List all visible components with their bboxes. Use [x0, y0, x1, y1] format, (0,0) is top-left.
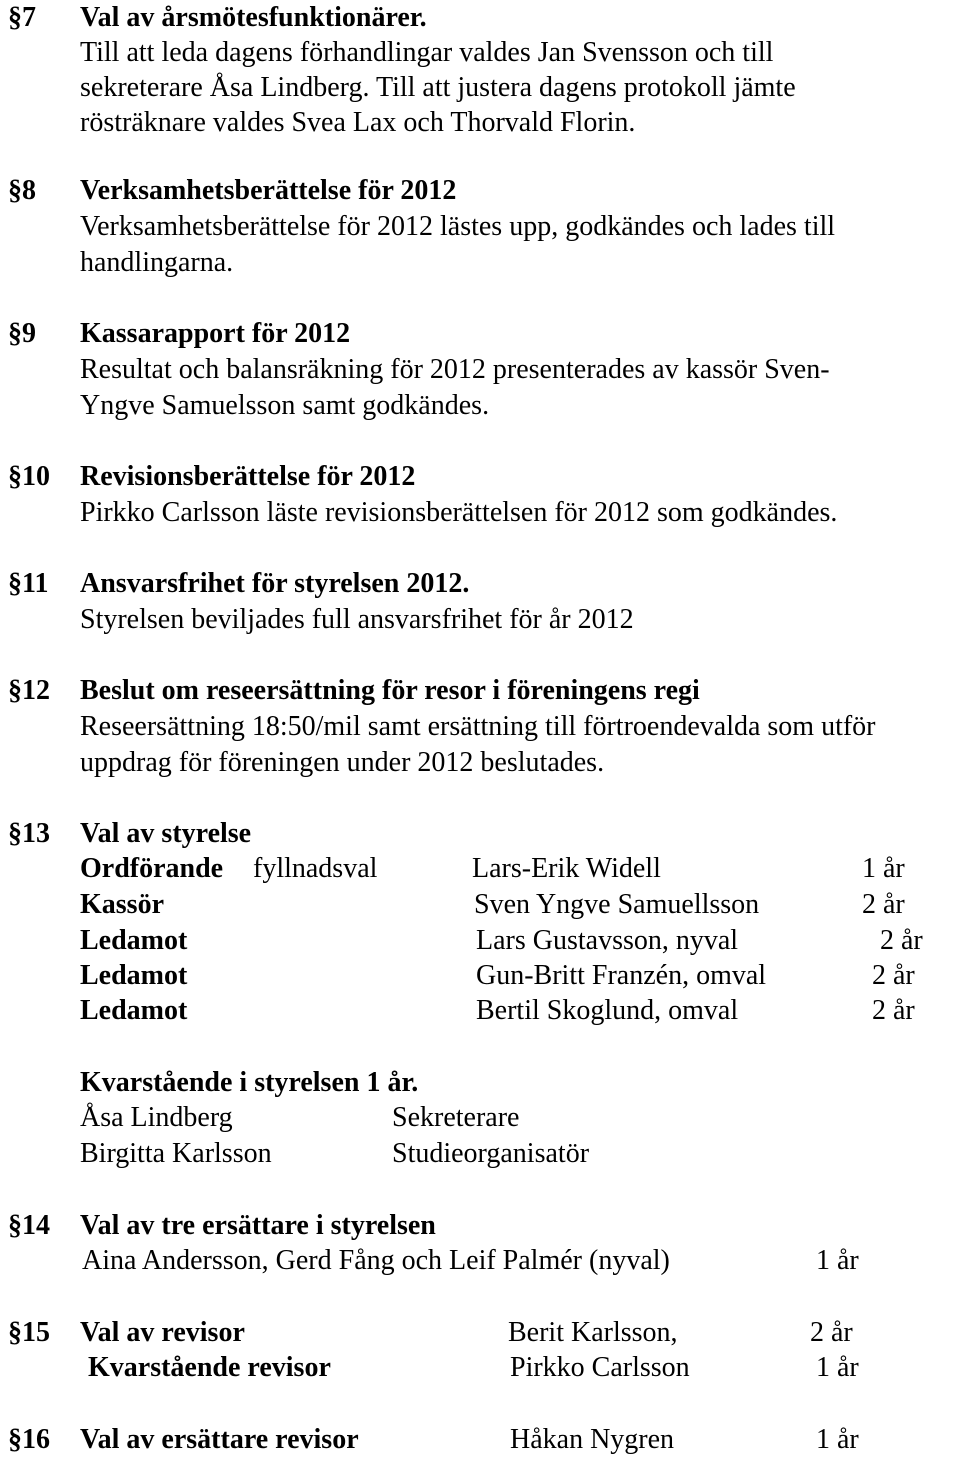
board-note: fyllnadsval	[253, 853, 378, 884]
board-term: 2 år	[872, 995, 915, 1026]
board-name: Sven Yngve Samuellsson	[474, 889, 760, 920]
section-number: §15	[8, 1317, 50, 1348]
section-number: §13	[8, 818, 50, 849]
remaining-auditor-term: 1 år	[816, 1352, 859, 1383]
substitute-names: Aina Andersson, Gerd Fång och Leif Palmér (nyval)	[82, 1245, 670, 1276]
section-title: Beslut om reseersättning för resor i föreningens regi	[80, 675, 700, 706]
section-title: Val av tre ersättare i styrelsen	[80, 1210, 436, 1241]
section-number: §10	[8, 461, 50, 492]
section-text-line: uppdrag för föreningen under 2012 beslutades.	[80, 747, 605, 778]
remaining-auditor-name: Pirkko Carlsson	[510, 1352, 690, 1383]
section-number: §14	[8, 1210, 50, 1241]
section-number: §7	[8, 2, 36, 33]
section-number: §9	[8, 318, 36, 349]
remaining-heading: Kvarstående i styrelsen 1 år.	[80, 1067, 419, 1098]
remaining-role: Sekreterare	[392, 1102, 520, 1133]
section-number: §16	[8, 1424, 50, 1455]
remaining-auditor-label: Kvarstående revisor	[88, 1352, 331, 1383]
section-text-line: sekreterare Åsa Lindberg. Till att justera dagens protokoll jämte	[80, 72, 796, 103]
section-title: Val av ersättare revisor	[80, 1424, 359, 1455]
board-role: Ordförande	[80, 853, 224, 884]
auditor-term: 2 år	[810, 1317, 853, 1348]
board-name: Gun-Britt Franzén, omval	[476, 960, 767, 991]
section-title: Verksamhetsberättelse för 2012	[80, 175, 457, 206]
section-title: Revisionsberättelse för 2012	[80, 461, 416, 492]
board-term: 1 år	[862, 853, 905, 884]
section-title: Ansvarsfrihet för styrelsen 2012.	[80, 568, 470, 599]
section-text-line: Verksamhetsberättelse för 2012 lästes upp, godkändes och lades till	[80, 211, 836, 242]
section-title: Val av årsmötesfunktionärer.	[80, 2, 427, 33]
section-title: Val av styrelse	[80, 818, 252, 849]
substitute-auditor-name: Håkan Nygren	[510, 1424, 675, 1455]
section-text-line: Yngve Samuelsson samt godkändes.	[80, 390, 490, 421]
section-title: Val av revisor	[80, 1317, 245, 1348]
section-text-line: Resultat och balansräkning för 2012 presenterades av kassör Sven-	[80, 354, 830, 385]
section-text-line: handlingarna.	[80, 247, 234, 278]
section-number: §11	[8, 568, 49, 599]
substitute-auditor-term: 1 år	[816, 1424, 859, 1455]
board-name: Lars Gustavsson, nyval	[476, 925, 739, 956]
board-term: 2 år	[880, 925, 923, 956]
board-role: Ledamot	[80, 995, 188, 1026]
section-text-line: Reseersättning 18:50/mil samt ersättning till förtroendevalda som utför	[80, 711, 876, 742]
section-text-line: rösträknare valdes Svea Lax och Thorvald Florin.	[80, 107, 636, 138]
board-term: 2 år	[862, 889, 905, 920]
substitute-term: 1 år	[816, 1245, 859, 1276]
section-text-line: Pirkko Carlsson läste revisionsberättelsen för 2012 som godkändes.	[80, 497, 838, 528]
auditor-name: Berit Karlsson,	[508, 1317, 678, 1348]
board-role: Ledamot	[80, 960, 188, 991]
board-role: Ledamot	[80, 925, 188, 956]
remaining-role: Studieorganisatör	[392, 1138, 590, 1169]
board-role: Kassör	[80, 889, 164, 920]
remaining-name: Birgitta Karlsson	[80, 1138, 272, 1169]
board-term: 2 år	[872, 960, 915, 991]
section-title: Kassarapport för 2012	[80, 318, 351, 349]
section-number: §8	[8, 175, 36, 206]
board-name: Lars-Erik Widell	[472, 853, 661, 884]
remaining-name: Åsa Lindberg	[80, 1102, 233, 1133]
section-text-line: Till att leda dagens förhandlingar valdes Jan Svensson och till	[80, 37, 774, 68]
board-name: Bertil Skoglund, omval	[476, 995, 739, 1026]
section-text-line: Styrelsen beviljades full ansvarsfrihet för år 2012	[80, 604, 634, 635]
section-number: §12	[8, 675, 50, 706]
